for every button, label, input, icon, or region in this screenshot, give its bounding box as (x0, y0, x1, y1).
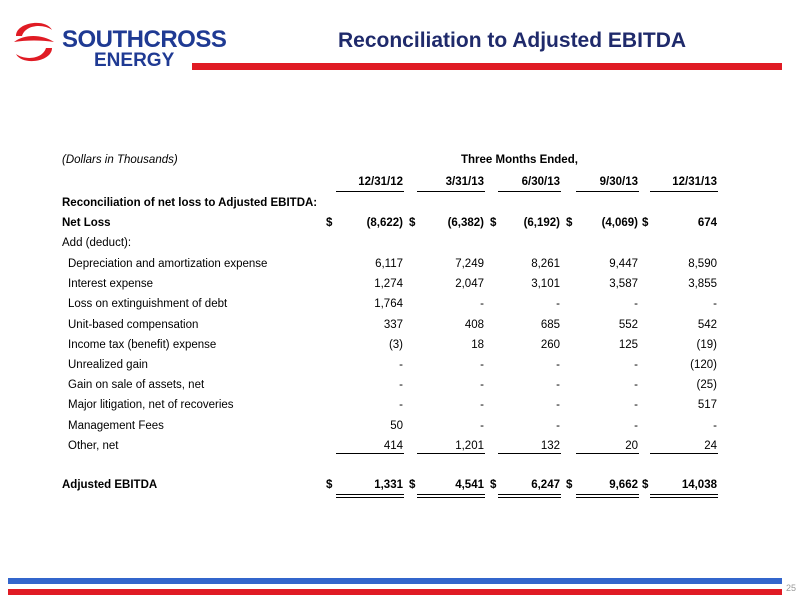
total-double-rule (650, 494, 718, 495)
total-double-rule (417, 494, 485, 495)
table-cell: 50 (390, 420, 403, 432)
currency-symbol: $ (642, 217, 649, 229)
table-cell: 1,274 (374, 278, 403, 290)
column-header: 9/30/13 (599, 176, 638, 188)
table-cell: (19) (696, 339, 717, 351)
table-cell: 6,247 (531, 479, 560, 491)
table-cell: - (480, 399, 484, 411)
table-cell: - (556, 298, 560, 310)
row-label: Major litigation, net of recoveries (68, 399, 234, 411)
currency-symbol: $ (326, 217, 333, 229)
table-cell: - (399, 359, 403, 371)
total-double-rule (576, 497, 639, 498)
column-header-underline (650, 191, 718, 192)
table-cell: (3) (388, 339, 403, 351)
row-label: Other, net (68, 440, 119, 452)
table-cell: 685 (540, 319, 560, 331)
page-number: 25 (786, 583, 797, 593)
table-cell: - (480, 359, 484, 371)
total-double-rule (576, 494, 639, 495)
section-title: Reconciliation of net loss to Adjusted EBITDA: (62, 197, 318, 209)
table-cell: - (634, 359, 638, 371)
column-header: 12/31/13 (672, 176, 717, 188)
row-label: Gain on sale of assets, net (68, 379, 205, 391)
column-header: 12/31/12 (358, 176, 403, 188)
table-cell: 9,662 (609, 479, 638, 491)
total-double-rule (417, 497, 485, 498)
table-cell: 7,249 (455, 258, 484, 270)
table-cell: 20 (625, 440, 638, 452)
table-cell: 517 (697, 399, 717, 411)
table-cell: - (556, 420, 560, 432)
row-label: Depreciation and amortization expense (68, 258, 268, 270)
currency-symbol: $ (642, 479, 649, 491)
table-cell: (6,382) (447, 217, 484, 229)
row-label: Income tax (benefit) expense (68, 339, 217, 351)
table-cell: - (634, 379, 638, 391)
currency-symbol: $ (409, 217, 416, 229)
row-label: Loss on extinguishment of debt (68, 298, 228, 310)
row-label: Unit-based compensation (68, 319, 199, 331)
period-header: Three Months Ended, (461, 154, 578, 166)
subtotal-rule (576, 453, 639, 454)
subtotal-rule (336, 453, 404, 454)
table-cell: - (480, 379, 484, 391)
total-double-rule (650, 497, 718, 498)
currency-symbol: $ (326, 479, 333, 491)
table-cell: - (399, 399, 403, 411)
table-cell: 337 (383, 319, 403, 331)
row-label: Adjusted EBITDA (62, 479, 158, 491)
table-cell: (120) (690, 359, 717, 371)
title-underline (192, 63, 782, 70)
table-cell: 24 (704, 440, 717, 452)
row-label: Unrealized gain (68, 359, 148, 371)
logo-mark-icon (10, 14, 58, 70)
table-cell: 542 (697, 319, 717, 331)
table-cell: - (556, 359, 560, 371)
table-cell: - (634, 298, 638, 310)
logo-text-line1: SOUTHCROSS (62, 26, 227, 53)
table-cell: 552 (618, 319, 638, 331)
table-cell: 1,201 (455, 440, 484, 452)
currency-symbol: $ (409, 479, 416, 491)
currency-symbol: $ (490, 479, 497, 491)
table-cell: 3,101 (531, 278, 560, 290)
table-cell: 408 (464, 319, 484, 331)
table-cell: 3,855 (688, 278, 717, 290)
column-header: 3/31/13 (445, 176, 484, 188)
footer-rule-blue (8, 578, 782, 584)
table-cell: 8,261 (531, 258, 560, 270)
table-cell: (25) (696, 379, 717, 391)
table-cell: - (634, 399, 638, 411)
logo-text-line2: ENERGY (94, 50, 175, 71)
currency-symbol: $ (490, 217, 497, 229)
table-cell: 14,038 (681, 479, 717, 491)
table-cell: 6,117 (375, 258, 403, 270)
subtotal-rule (498, 453, 561, 454)
table-cell: - (713, 420, 717, 432)
column-header-underline (336, 191, 404, 192)
page-title: Reconciliation to Adjusted EBITDA (338, 29, 687, 52)
table-cell: 260 (540, 339, 560, 351)
table-cell: 674 (697, 217, 717, 229)
table-cell: 18 (471, 339, 484, 351)
table-cell: (4,069) (601, 217, 638, 229)
column-header-underline (576, 191, 639, 192)
column-header-underline (417, 191, 485, 192)
total-double-rule (498, 494, 561, 495)
table-cell: 2,047 (455, 278, 484, 290)
total-double-rule (336, 494, 404, 495)
table-cell: 125 (618, 339, 638, 351)
table-cell: - (713, 298, 717, 310)
column-header-underline (498, 191, 561, 192)
row-label: Interest expense (68, 278, 154, 290)
currency-symbol: $ (566, 217, 573, 229)
row-label: Management Fees (68, 420, 164, 432)
table-cell: - (480, 420, 484, 432)
table-cell: 4,541 (455, 479, 484, 491)
table-cell: - (556, 379, 560, 391)
table-cell: 132 (540, 440, 560, 452)
table-cell: 1,331 (374, 479, 403, 491)
table-cell: (6,192) (523, 217, 560, 229)
table-cell: 8,590 (688, 258, 717, 270)
table-cell: - (480, 298, 484, 310)
units-note: (Dollars in Thousands) (62, 154, 178, 166)
column-header: 6/30/13 (521, 176, 560, 188)
table-cell: (8,622) (366, 217, 403, 229)
subtotal-rule (417, 453, 485, 454)
table-cell: - (634, 420, 638, 432)
table-cell: 1,764 (374, 298, 403, 310)
footer-rule-red (8, 589, 782, 595)
row-label: Net Loss (62, 217, 111, 229)
table-cell: 414 (383, 440, 403, 452)
total-double-rule (336, 497, 404, 498)
table-cell: 3,587 (609, 278, 638, 290)
table-cell: - (556, 399, 560, 411)
currency-symbol: $ (566, 479, 573, 491)
subtotal-rule (650, 453, 718, 454)
table-cell: - (399, 379, 403, 391)
total-double-rule (498, 497, 561, 498)
table-cell: 9,447 (609, 258, 638, 270)
southcross-logo (10, 12, 227, 72)
add-deduct-label: Add (deduct): (62, 237, 132, 249)
